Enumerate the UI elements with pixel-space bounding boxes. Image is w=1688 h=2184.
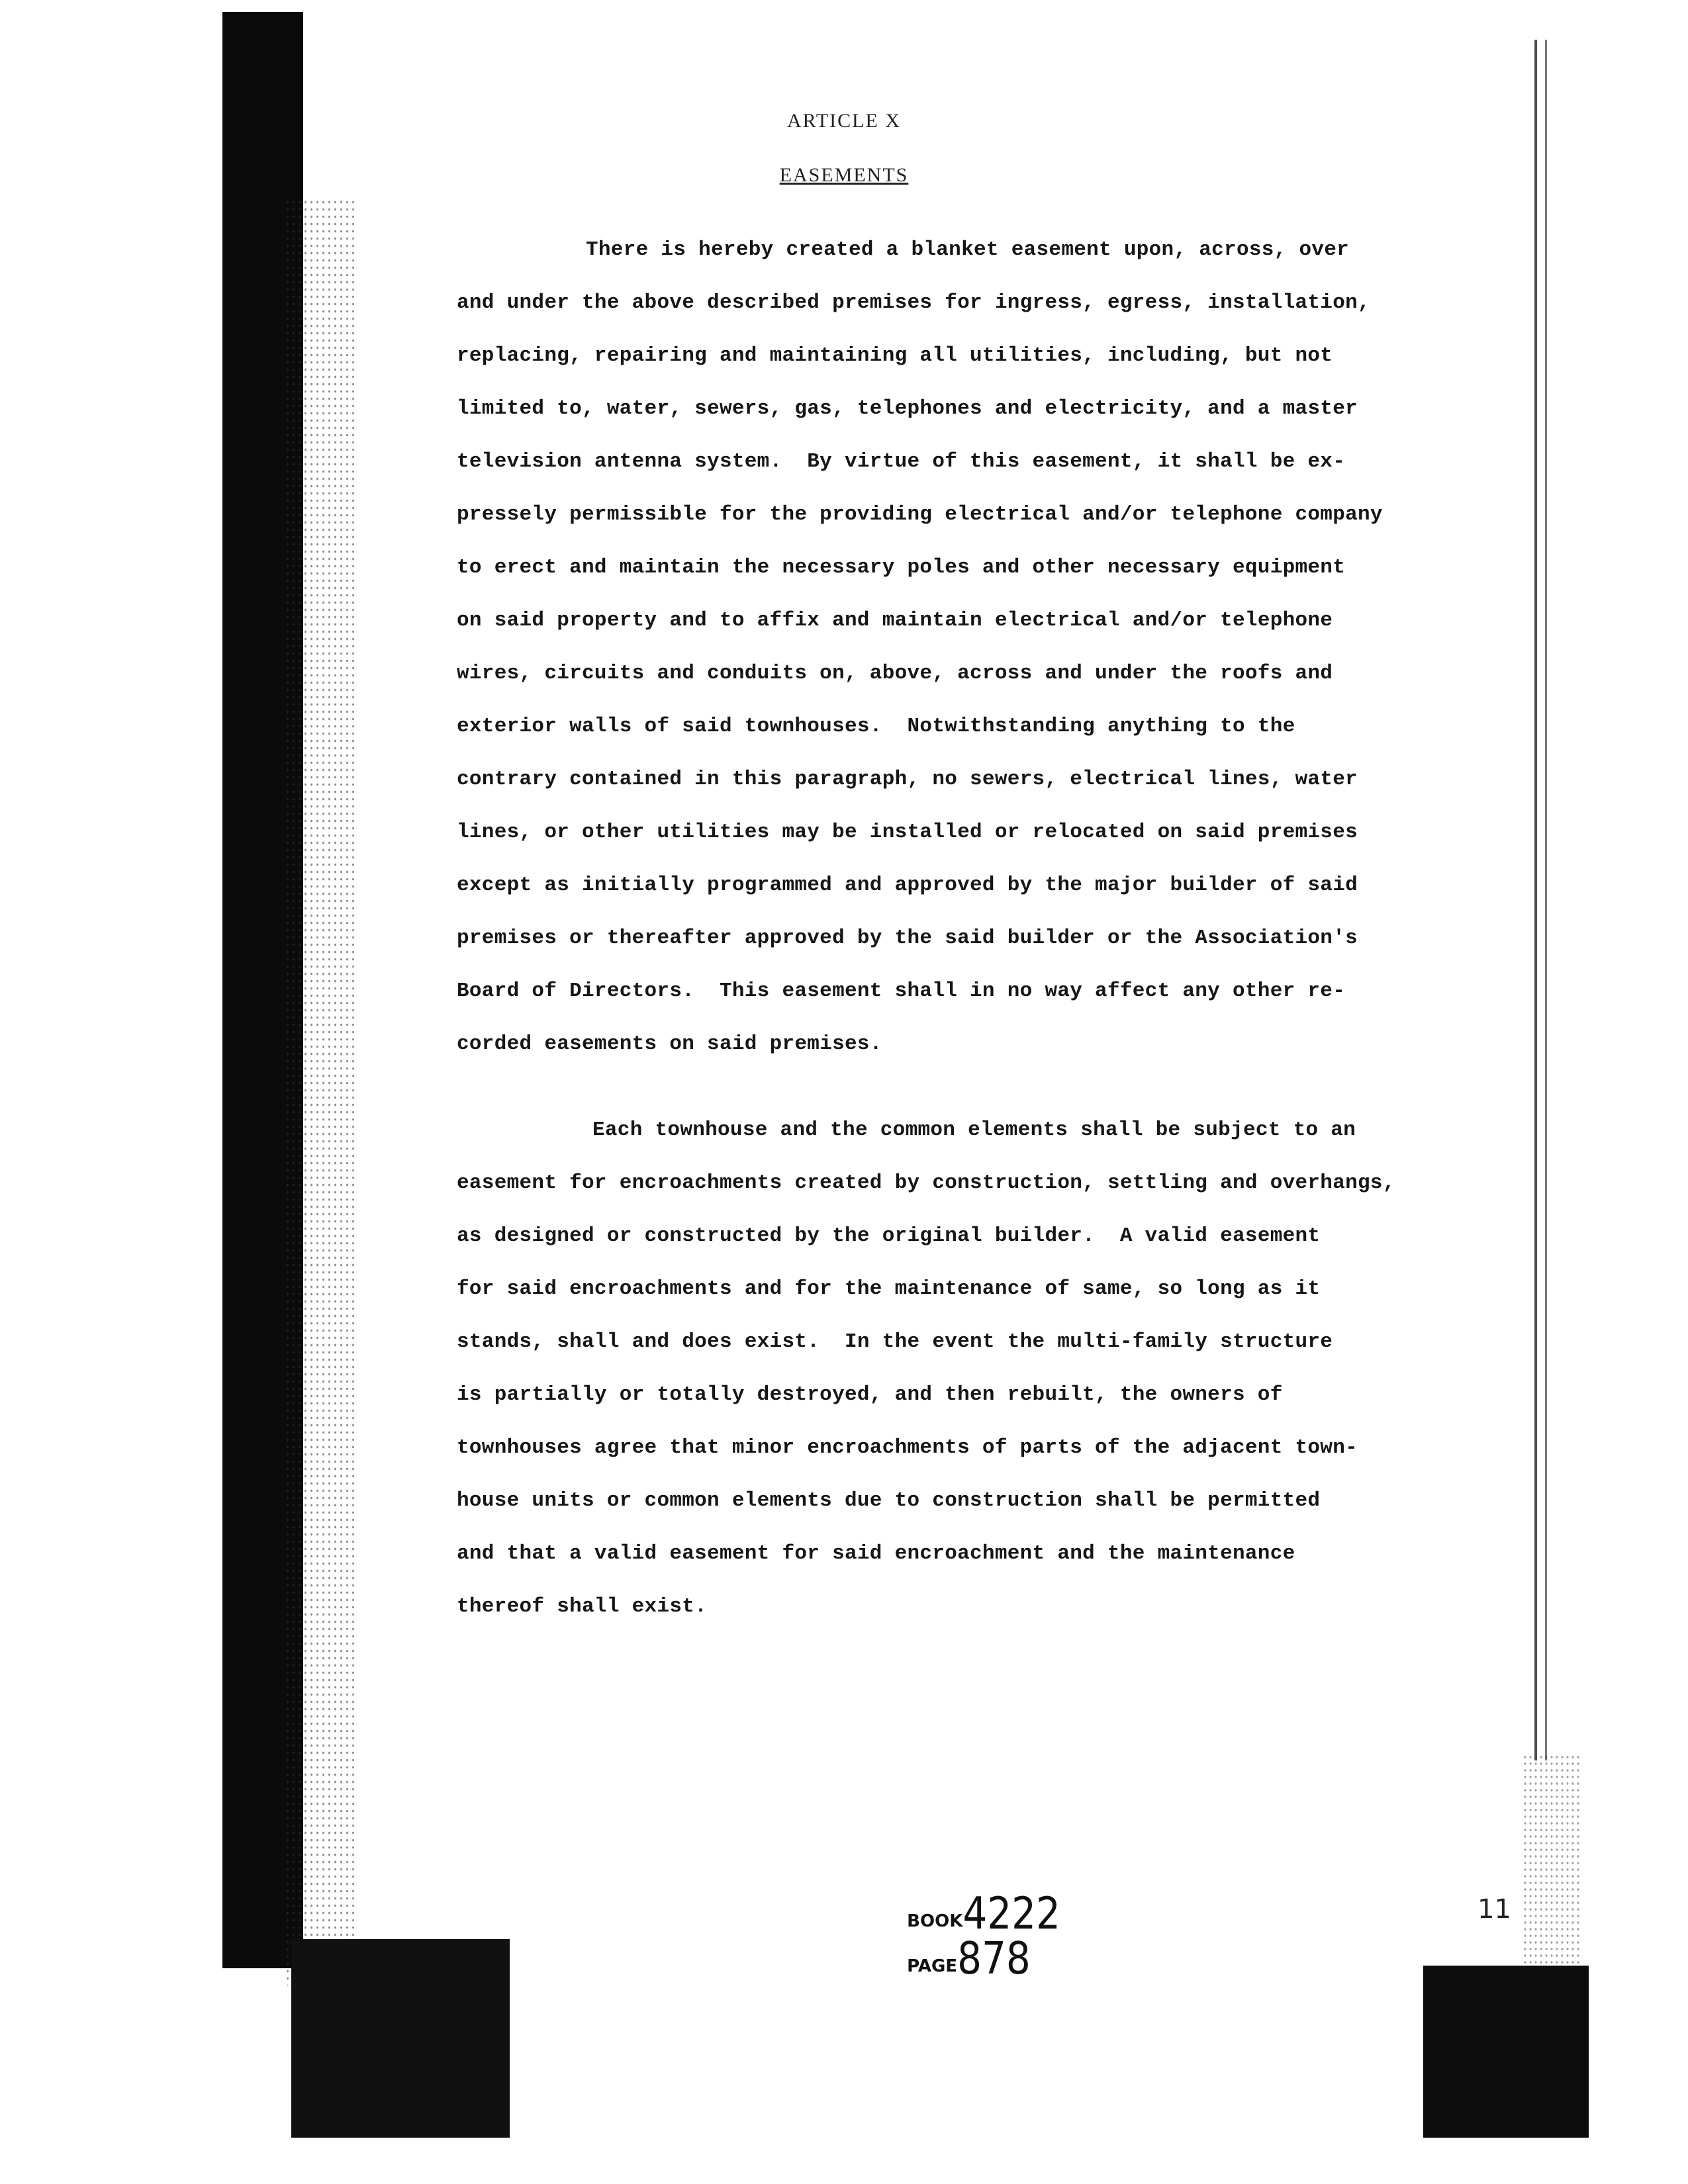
paragraph-1-line: There is hereby created a blanket easement upon, across, over bbox=[586, 238, 1350, 261]
paragraph-1-line: replacing, repairing and maintaining all utilities, including, but not bbox=[457, 344, 1333, 367]
paragraph-1-line: lines, or other utilities may be installed or relocated on said premises bbox=[457, 821, 1358, 844]
paragraph-2-line: and that a valid easement for said encroachment and the maintenance bbox=[457, 1542, 1295, 1565]
book-label: BOOK bbox=[907, 1911, 963, 1931]
scan-noise-left bbox=[285, 199, 357, 1985]
paragraph-1-line: corded easements on said premises. bbox=[457, 1032, 882, 1056]
paragraph-1-line: pressely permissible for the providing electrical and/or telephone company bbox=[457, 503, 1383, 526]
scan-dark-corner-bottom-right bbox=[1423, 1966, 1589, 2138]
paragraph-1-line: television antenna system. By virtue of this easement, it shall be ex- bbox=[457, 450, 1346, 473]
paragraph-2-line: house units or common elements due to construction shall be permitted bbox=[457, 1489, 1321, 1512]
paragraph-1-line: to erect and maintain the necessary poles and other necessary equipment bbox=[457, 556, 1346, 579]
paragraph-1-line: premises or thereafter approved by the said builder or the Association's bbox=[457, 927, 1358, 950]
paragraph-1-line: contrary contained in this paragraph, no sewers, electrical lines, water bbox=[457, 768, 1358, 791]
paragraph-2-line: Each townhouse and the common elements shall be subject to an bbox=[592, 1118, 1356, 1142]
paragraph-1-line: Board of Directors. This easement shall in no way affect any other re- bbox=[457, 979, 1346, 1003]
article-heading: ARTICLE X bbox=[786, 110, 901, 132]
paragraph-2-line: for said encroachments and for the maintenance of same, so long as it bbox=[457, 1277, 1321, 1300]
paragraph-1-line: and under the above described premises for ingress, egress, installation, bbox=[457, 291, 1370, 314]
scan-dark-corner-bottom-left bbox=[291, 1939, 510, 2138]
article-title: EASEMENTS bbox=[779, 164, 909, 186]
scan-margin-left bbox=[0, 0, 222, 2184]
paragraph-2-line: as designed or constructed by the original builder. A valid easement bbox=[457, 1224, 1321, 1248]
paragraph-2-line: thereof shall exist. bbox=[457, 1595, 708, 1618]
paragraph-1-line: except as initially programmed and approved by the major builder of said bbox=[457, 874, 1358, 897]
recording-stamp bbox=[900, 1878, 1060, 1985]
book-number: 4222 bbox=[962, 1887, 1060, 1940]
paragraph-1-line: on said property and to affix and maintain electrical and/or telephone bbox=[457, 609, 1333, 632]
paragraph-1-line: limited to, water, sewers, gas, telephones and electricity, and a master bbox=[457, 397, 1358, 420]
paragraph-2-line: townhouses agree that minor encroachments of parts of the adjacent town- bbox=[457, 1436, 1358, 1459]
corner-mark: 11 bbox=[1477, 1894, 1511, 1925]
paragraph-1-line: exterior walls of said townhouses. Notwithstanding anything to the bbox=[457, 715, 1295, 738]
paragraph-2-line: easement for encroachments created by construction, settling and overhangs, bbox=[457, 1171, 1395, 1195]
paragraph-2-line: is partially or totally destroyed, and then rebuilt, the owners of bbox=[457, 1383, 1283, 1406]
scan-noise-right bbox=[1523, 1754, 1582, 1972]
paragraph-1-line: wires, circuits and conduits on, above, across and under the roofs and bbox=[457, 662, 1333, 685]
page-number: 878 bbox=[957, 1932, 1031, 1985]
page-label: PAGE bbox=[907, 1956, 958, 1976]
paragraph-2-line: stands, shall and does exist. In the event the multi-family structure bbox=[457, 1330, 1333, 1353]
scan-border-right bbox=[1534, 40, 1547, 1760]
